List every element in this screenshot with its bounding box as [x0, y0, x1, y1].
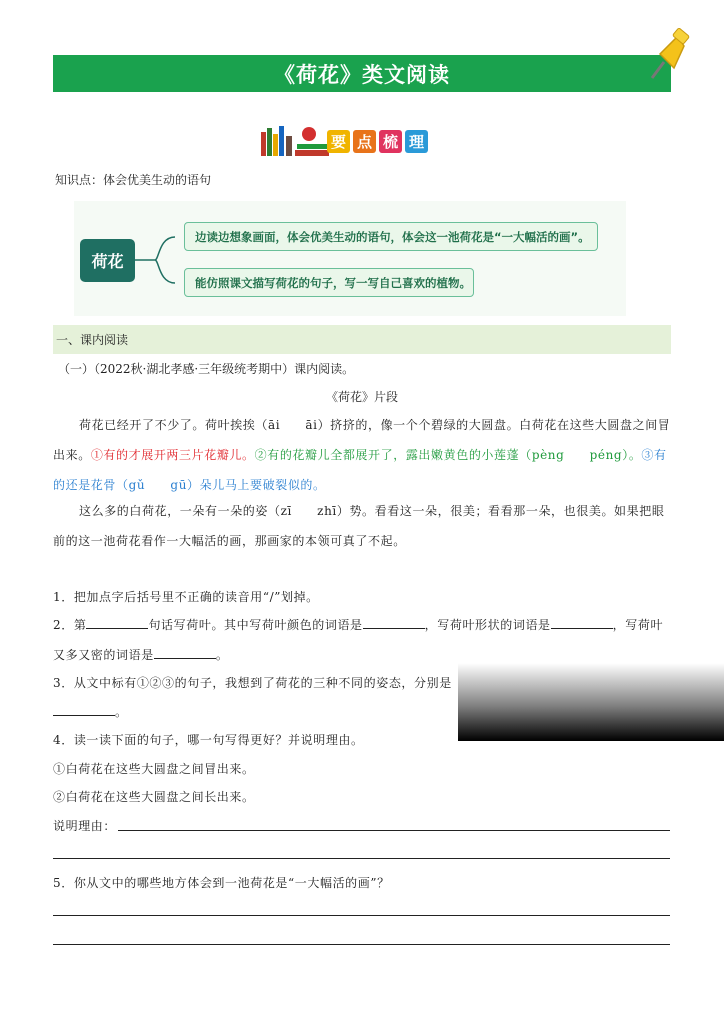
page-title: 《荷花》类文阅读 — [274, 62, 450, 87]
mindmap-root: 荷花 — [80, 239, 135, 282]
question-4-reason-label: 说明理由： — [53, 819, 117, 833]
answer-line[interactable] — [118, 830, 670, 831]
q2-text: 2．第 — [53, 618, 87, 632]
q2-text: 。 — [215, 648, 229, 662]
q3-text: 3．从文中标有①②③的句子，我想到了荷花的三种不同的姿态，分别是 — [53, 676, 452, 690]
source-line: （一）（2022秋·湖北孝感·三年级统考期中）课内阅读。 — [58, 362, 355, 376]
key-point-char: 理 — [405, 130, 428, 153]
mindmap-connector — [135, 235, 185, 285]
section-header — [53, 325, 671, 354]
passage-text: 荷花已经开了不少了。荷叶挨挨（āi āi）挤挤的，像一个个碧绿的大圆盘。白荷花在这些大圆盘之间冒出来。 — [53, 418, 671, 462]
question-4: 4．读一读下面的句子，哪一句写得更好？并说明理由。 — [53, 733, 364, 747]
mindmap-node-2: 能仿照课文描写荷花的句子，写一写自己喜欢的植物。 — [184, 268, 474, 297]
question-4-option-2: ②白荷花在这些大圆盘之间长出来。 — [53, 790, 255, 804]
q2-text: ，写荷叶形状的词语是 — [424, 618, 551, 632]
q2-text: ，写荷叶又多又密的词语是 — [53, 618, 664, 662]
answer-blank[interactable] — [363, 615, 425, 629]
passage-paragraph-1 — [53, 410, 671, 500]
answer-blank[interactable] — [53, 702, 115, 716]
section-title: 一、课内阅读 — [56, 333, 129, 347]
mindmap-node-1: 边读边想象画面，体会优美生动的语句，体会这一池荷花是“一大幅活的画”。 — [184, 222, 598, 251]
key-point-char: 梳 — [379, 130, 402, 153]
key-point-char: 要 — [327, 130, 350, 153]
answer-line[interactable] — [53, 915, 670, 916]
key-point-char: 点 — [353, 130, 376, 153]
question-2 — [53, 610, 671, 670]
q3-text: 。 — [115, 705, 128, 719]
answer-blank[interactable] — [154, 645, 216, 659]
books-icon — [259, 124, 331, 158]
sentence-3: ③有的还是花骨（gǔ gū）朵儿马上要破裂似的。 — [53, 448, 667, 492]
page-title-bar — [53, 55, 671, 92]
answer-line[interactable] — [53, 944, 670, 945]
answer-blank[interactable] — [551, 615, 613, 629]
pushpin-icon — [640, 28, 690, 88]
question-4-option-1: ①白荷花在这些大圆盘之间冒出来。 — [53, 762, 255, 776]
knowledge-point: 知识点：体会优美生动的语句 — [55, 173, 212, 187]
sentence-1: ①有的才展开两三片花瓣儿。 — [90, 448, 255, 462]
passage-paragraph-2: 这么多的白荷花，一朵有一朵的姿（zī zhī）势。看看这一朵，很美；看看那一朵，也很美。如果把眼前的这一池荷花看作一大幅活的画，那画家的本领可真了不起。 — [53, 504, 665, 548]
answer-blank[interactable] — [86, 615, 148, 629]
question-1: 1．把加点字后括号里不正确的读音用“/”划掉。 — [53, 590, 319, 604]
key-points-heading — [327, 130, 428, 153]
passage-title: 《荷花》片段 — [325, 390, 398, 404]
question-5: 5．你从文中的哪些地方体会到一池荷花是“一大幅活的画”？ — [53, 876, 390, 890]
answer-line[interactable] — [53, 858, 670, 859]
sentence-2: ②有的花瓣儿全都展开了，露出嫩黄色的小莲蓬（pèng péng）。 — [254, 448, 642, 462]
q2-text: 句话写荷叶。其中写荷叶颜色的词语是 — [148, 618, 363, 632]
